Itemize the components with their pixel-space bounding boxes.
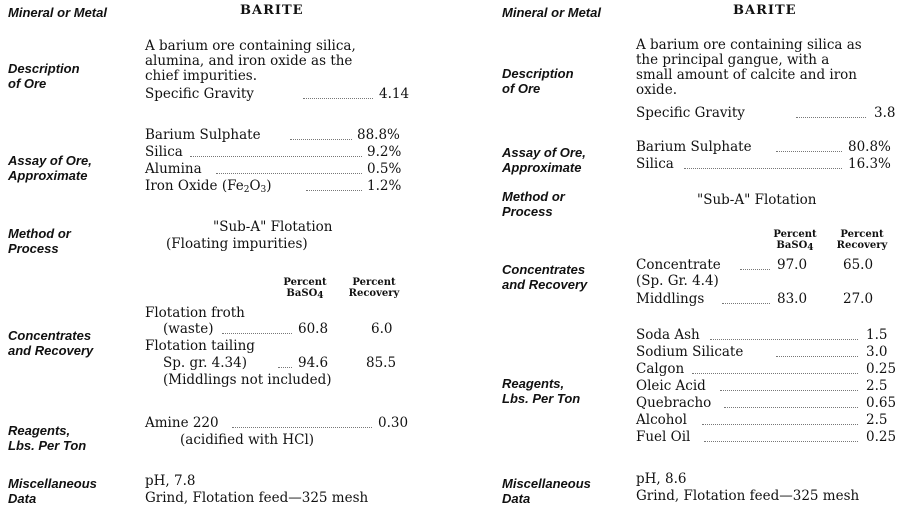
tailing-note: (Middlings not included)	[163, 372, 332, 388]
assay-item-value: 0.5%	[367, 161, 402, 177]
concentrate-recovery: 65.0	[843, 257, 874, 273]
method-name: "Sub-A" Flotation	[697, 192, 817, 208]
reagent-name: Quebracho	[636, 395, 712, 411]
concentrates-label: Concentrates and Recovery	[502, 262, 588, 292]
middlings-label: Middlings	[636, 291, 705, 307]
reagent-name: Calgon	[636, 361, 685, 377]
description-line: the principal gangue, with a	[636, 52, 830, 68]
misc-label: Miscellaneous Data	[502, 476, 591, 506]
assay-item-value: 88.8%	[357, 127, 400, 143]
middlings-recovery: 27.0	[843, 291, 874, 307]
description-line: A barium ore containing silica,	[145, 38, 356, 54]
leader-dots	[306, 190, 362, 191]
reagent-value: 2.5	[866, 378, 888, 394]
leader-dots	[796, 117, 866, 118]
assay-item-label: Iron Oxide $(Fe_2O_3)$	[145, 178, 272, 195]
leader-dots	[190, 156, 362, 157]
reagent-value: 0.25	[866, 361, 897, 377]
specific-gravity-value: 3.8	[874, 105, 896, 121]
reagent-note: (acidified with HCl)	[180, 432, 315, 448]
froth-baso4: 60.8	[298, 321, 329, 337]
assay-item-label: Silica	[636, 156, 674, 172]
mineral-label: Mineral or Metal	[8, 5, 107, 20]
specific-gravity-label: Specific Gravity	[636, 105, 745, 121]
misc-grind: Grind, Flotation feed—325 mesh	[636, 488, 860, 504]
mineral-title: BARITE	[733, 3, 797, 18]
reagent-name: Fuel Oil	[636, 429, 691, 445]
tailing-label: Flotation tailing	[145, 338, 255, 354]
reagent-name: Alcohol	[636, 412, 687, 428]
assay-item-label: Barium Sulphate	[636, 139, 752, 155]
column-header-recovery: Percent Recovery	[836, 229, 888, 251]
description-line: alumina, and iron oxide as the	[145, 53, 353, 69]
leader-dots	[222, 333, 292, 334]
description-label: Description of Ore	[502, 66, 574, 96]
column-header-baso4: Percent BaSO$_4$	[773, 229, 817, 253]
reagent-name: Soda Ash	[636, 327, 700, 343]
middlings-baso4: 83.0	[777, 291, 808, 307]
assay-item-value: 16.3%	[848, 156, 891, 172]
assay-item-value: 1.2%	[367, 178, 402, 194]
method-label: Method or Process	[8, 226, 71, 256]
mineral-title: BARITE	[240, 3, 304, 18]
method-note: (Floating impurities)	[166, 236, 308, 252]
description-line: A barium ore containing silica as	[636, 37, 862, 53]
tailing-baso4: 94.6	[298, 355, 329, 371]
leader-dots	[692, 373, 858, 374]
reagents-label: Reagents, Lbs. Per Ton	[8, 423, 87, 453]
leader-dots	[724, 407, 858, 408]
reagent-value: 0.25	[866, 429, 897, 445]
column-header-baso4: Percent BaSO$_4$	[283, 277, 327, 301]
specific-gravity-label: Specific Gravity	[145, 86, 254, 102]
leader-dots	[720, 390, 858, 391]
concentrate-sub-label: (Sp. Gr. 4.4)	[636, 273, 719, 289]
concentrate-baso4: 97.0	[777, 257, 808, 273]
reagent-value: 0.30	[378, 415, 409, 431]
reagent-value: 1.5	[866, 327, 888, 343]
tailing-recovery: 85.5	[366, 355, 397, 371]
leader-dots	[702, 424, 858, 425]
misc-ph: pH, 7.8	[145, 473, 196, 489]
method-label: Method or Process	[502, 189, 565, 219]
misc-grind: Grind, Flotation feed—325 mesh	[145, 490, 369, 506]
leader-dots	[303, 98, 373, 99]
assay-label: Assay of Ore, Approximate	[502, 145, 586, 175]
mineral-label: Mineral or Metal	[502, 5, 601, 20]
froth-label: Flotation froth	[145, 305, 245, 321]
assay-item-value: 80.8%	[848, 139, 891, 155]
leader-dots	[278, 367, 292, 368]
leader-dots	[232, 427, 372, 428]
concentrates-label: Concentrates and Recovery	[8, 328, 94, 358]
leader-dots	[722, 303, 770, 304]
leader-dots	[216, 173, 362, 174]
leader-dots	[290, 139, 352, 140]
concentrate-label: Concentrate	[636, 257, 721, 273]
froth-recovery: 6.0	[371, 321, 393, 337]
misc-ph: pH, 8.6	[636, 471, 687, 487]
assay-item-label: Silica	[145, 144, 183, 160]
description-line: small amount of calcite and iron	[636, 67, 857, 83]
leader-dots	[684, 168, 842, 169]
reagent-value: 0.65	[866, 395, 897, 411]
leader-dots	[776, 151, 842, 152]
misc-label: Miscellaneous Data	[8, 476, 97, 506]
description-line: chief impurities.	[145, 68, 258, 84]
froth-sub-label: (waste)	[163, 321, 214, 337]
reagent-name: Oleic Acid	[636, 378, 706, 394]
reagents-label: Reagents, Lbs. Per Ton	[502, 376, 581, 406]
reagent-name: Sodium Silicate	[636, 344, 744, 360]
reagent-name: Amine 220	[145, 415, 219, 431]
leader-dots	[710, 339, 858, 340]
specific-gravity-value: 4.14	[379, 86, 410, 102]
method-name: "Sub-A" Flotation	[213, 219, 333, 235]
reagent-value: 2.5	[866, 412, 888, 428]
reagent-value: 3.0	[866, 344, 888, 360]
leader-dots	[740, 269, 770, 270]
tailing-sub-label: Sp. gr. 4.34)	[163, 355, 247, 371]
assay-item-label: Alumina	[145, 161, 202, 177]
leader-dots	[704, 441, 858, 442]
description-line: oxide.	[636, 82, 677, 98]
description-label: Description of Ore	[8, 61, 80, 91]
assay-item-label: Barium Sulphate	[145, 127, 261, 143]
assay-item-value: 9.2%	[367, 144, 402, 160]
assay-label: Assay of Ore, Approximate	[8, 153, 92, 183]
leader-dots	[776, 356, 858, 357]
column-header-recovery: Percent Recovery	[348, 277, 400, 299]
